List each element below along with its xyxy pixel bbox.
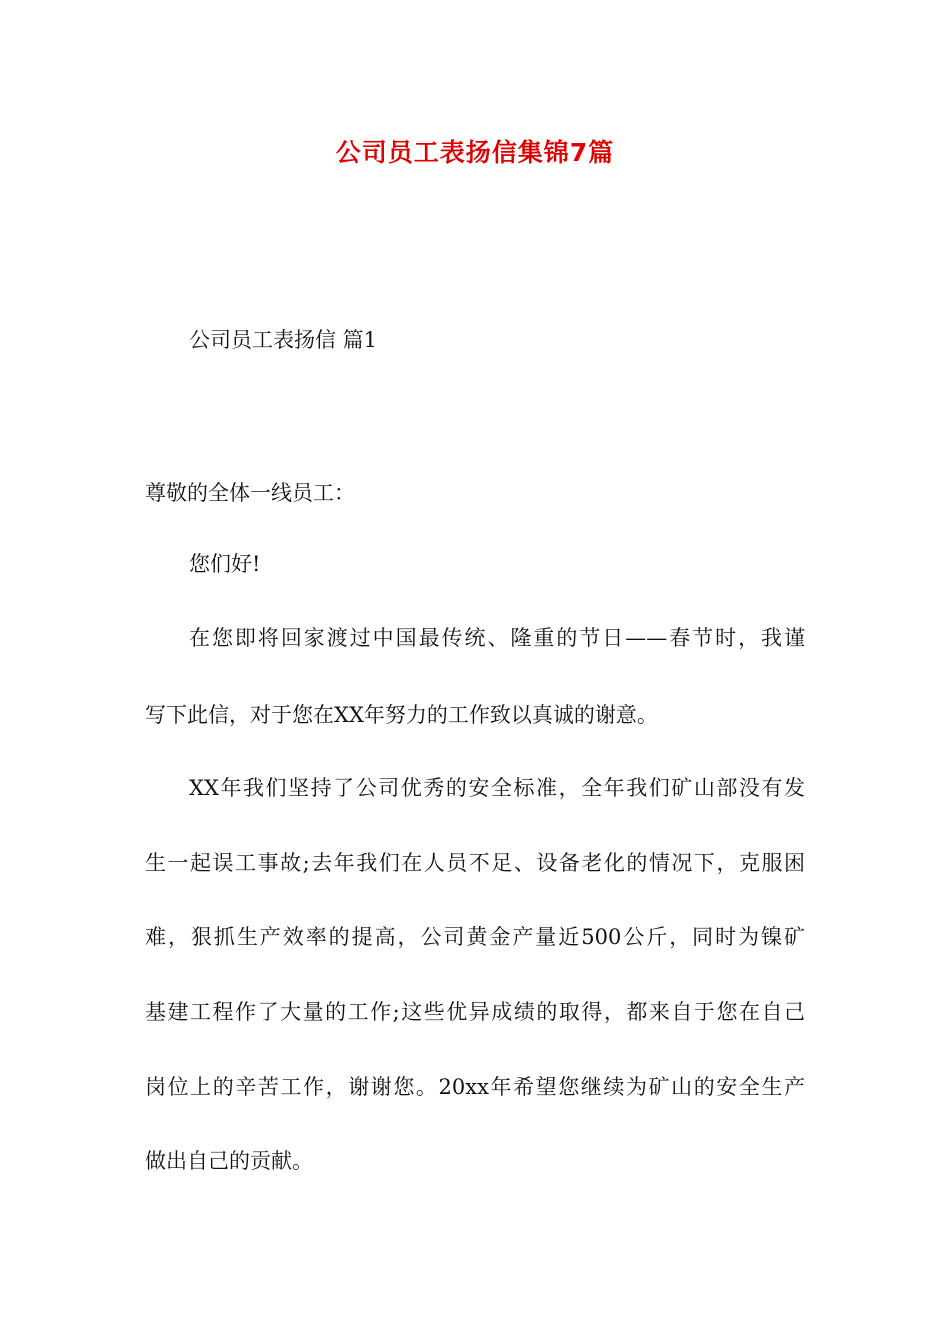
paragraph2-line5: 岗位上的辛苦工作，谢谢您。20xx年希望您继续为矿山的安全生产 [145,1075,805,1099]
paragraph2-line3: 难，狠抓生产效率的提高，公司黄金产量近500公斤，同时为镍矿 [145,925,805,949]
paragraph1-line1: 在您即将回家渡过中国最传统、隆重的节日——春节时，我谨 [189,626,805,650]
salutation: 尊敬的全体一线员工： [145,481,355,505]
greeting: 您们好! [189,552,261,576]
paragraph2-line4: 基建工程作了大量的工作;这些优异成绩的取得，都来自于您在自己 [145,1000,805,1024]
paragraph1-line2: 写下此信，对于您在XX年努力的工作致以真诚的谢意。 [145,703,658,727]
paragraph2-line1: XX年我们坚持了公司优秀的安全标准，全年我们矿山部没有发 [189,776,805,800]
section-heading: 公司员工表扬信 篇1 [189,328,378,352]
paragraph2-line6: 做出自己的贡献。 [145,1149,313,1173]
document-title: 公司员工表扬信集锦7篇 [335,138,615,167]
paragraph2-line2: 生一起误工事故;去年我们在人员不足、设备老化的情况下，克服困 [145,851,805,875]
